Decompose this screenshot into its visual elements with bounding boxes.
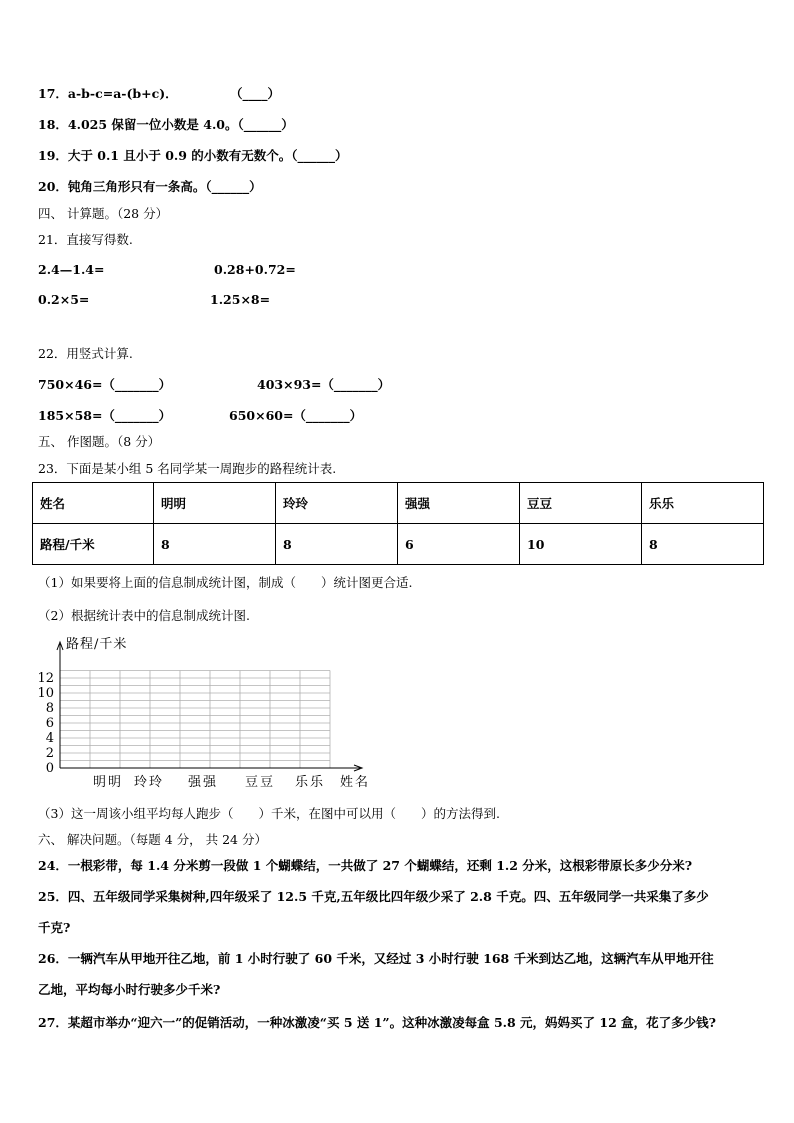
y-tick-label: 6 (45, 716, 54, 731)
question-17-text: 17．a-b-c=a-(b+c)． (38, 86, 178, 101)
table-cell: 姓名 (33, 483, 154, 524)
y-tick-label: 10 (37, 686, 54, 701)
x-tick-label: 玲玲 (134, 775, 165, 790)
y-tick-label: 2 (45, 746, 54, 761)
running-distance-table (32, 482, 764, 565)
table-cell: 8 (276, 524, 398, 565)
question-23: 23．下面是某小组 5 名同学某一周跑步的路程统计表. (38, 461, 337, 476)
y-tick-label: 0 (45, 761, 54, 776)
table-cell: 路程/千米 (33, 524, 154, 565)
x-tick-label: 豆豆 (245, 775, 276, 790)
x-tick-label: 强强 (188, 775, 219, 790)
calc-2a: 0.2×5= (38, 292, 90, 307)
x-tick-label: 乐乐 (295, 775, 326, 790)
question-18: 18．4.025 保留一位小数是 4.0。（______） (38, 117, 294, 132)
table-cell: 豆豆 (520, 483, 642, 524)
section-4-title: 四、 计算题。（28 分） (38, 206, 169, 221)
y-axis-label: 路程/千米 (66, 637, 128, 652)
table-cell: 明明 (154, 483, 276, 524)
chart-axes (57, 642, 362, 771)
chart-grid (60, 671, 330, 769)
question-19: 19．大于 0.1 且小于 0.9 的小数有无数个。（______） (38, 148, 348, 163)
y-tick-label: 12 (37, 671, 54, 686)
answer-blank[interactable]: （____） (230, 86, 281, 101)
table-cell: 10 (520, 524, 642, 565)
x-axis-label: 姓名 (340, 775, 371, 790)
question-23-3: （3）这一周该小组平均每人跑步（ ）千米，在图中可以用（ ）的方法得到. (38, 806, 500, 821)
table-cell: 6 (398, 524, 520, 565)
question-23-1: （1）如果要将上面的信息制成统计图，制成（ ）统计图更合适. (38, 575, 413, 590)
calc-1b: 0.28+0.72= (214, 262, 296, 277)
question-26-line-1: 26．一辆汽车从甲地开往乙地，前 1 小时行驶了 60 千米，又经过 3 小时行驶 168 千米到达乙地，这辆汽车从甲地开往 (38, 951, 714, 966)
question-27: 27．某超市举办“迎六一”的促销活动，一种冰激凌“买 5 送 1”。这种冰激凌每盒 5.8 元，妈妈买了 12 盒，花了多少钱? (38, 1015, 716, 1030)
table-cell: 强强 (398, 483, 520, 524)
calc-1a: 2.4—1.4= (38, 262, 105, 277)
bar-chart (30, 632, 380, 794)
question-21: 21．直接写得数. (38, 232, 133, 247)
table-cell: 8 (642, 524, 764, 565)
vertical-calc-1b: 403×93=（_______） (257, 377, 391, 392)
chart-labels (37, 636, 370, 790)
question-22: 22．用竖式计算. (38, 346, 133, 361)
y-tick-label: 4 (45, 731, 54, 746)
question-24: 24．一根彩带，每 1.4 分米剪一段做 1 个蝴蝶结，一共做了 27 个蝴蝶结，还剩 1.2 分米，这根彩带原长多少分米? (38, 858, 693, 873)
vertical-calc-2b: 650×60=（_______） (229, 408, 363, 423)
vertical-calc-2a: 185×58=（_______） (38, 408, 172, 423)
section-6-title: 六、 解决问题。（每题 4 分， 共 24 分） (38, 832, 267, 847)
table-cell: 8 (154, 524, 276, 565)
y-tick-label: 8 (45, 701, 54, 716)
question-26-line-2: 乙地，平均每小时行驶多少千米? (38, 982, 221, 997)
table-row (33, 524, 764, 565)
table-cell: 乐乐 (642, 483, 764, 524)
x-tick-label: 明明 (93, 775, 124, 790)
question-25-line-1: 25．四、五年级同学采集树种,四年级采了 12.5 千克,五年级比四年级少采了 2.8 千克。四、五年级同学一共采集了多少 (38, 889, 709, 904)
question-17 (38, 84, 280, 102)
question-25-line-2: 千克? (38, 920, 71, 935)
vertical-calc-1a: 750×46=（_______） (38, 377, 172, 392)
question-20: 20．钝角三角形只有一条高。（______） (38, 179, 262, 194)
question-23-2: （2）根据统计表中的信息制成统计图. (38, 608, 250, 623)
calc-2b: 1.25×8= (210, 292, 271, 307)
table-cell: 玲玲 (276, 483, 398, 524)
table-row (33, 483, 764, 524)
section-5-title: 五、 作图题。（8 分） (38, 434, 161, 449)
